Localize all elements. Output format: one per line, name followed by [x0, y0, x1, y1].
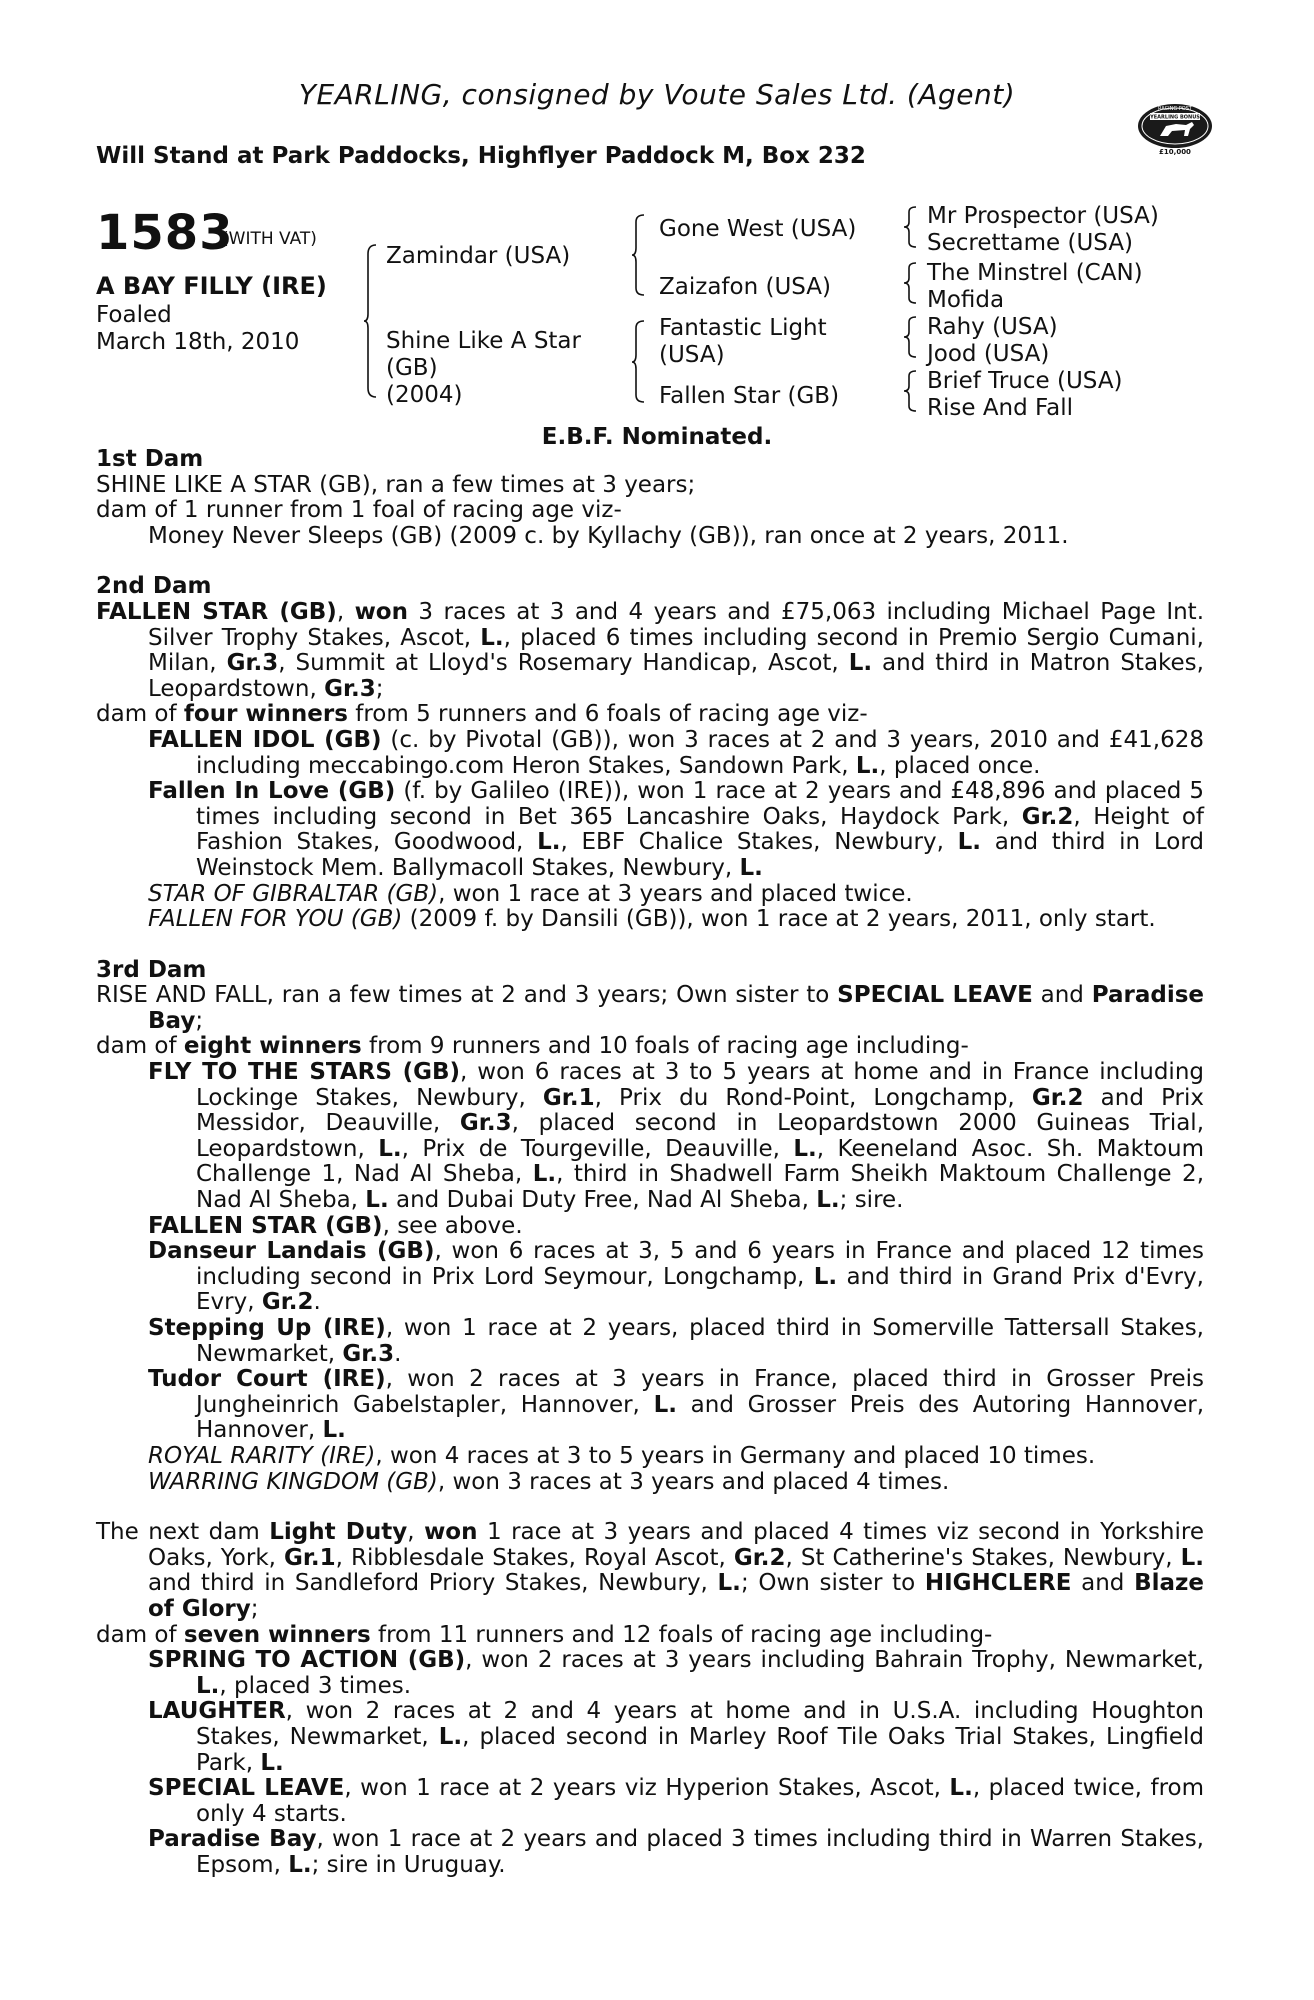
second-dam-summary: FALLEN STAR (GB), won 3 races at 3 and 4 years and £75,063 including Michael Page Int. Silver Trophy Stakes, Ascot, L., placed 6 times including second in Premio Sergio Cumani, Milan, Gr.3, Summit at Lloyd's Rosemary Handicap, Ascot, L. and third in Matron Stakes, Leopardstown, Gr.3;	[96, 598, 1205, 702]
consignor-title: YEARLING, consigned by Voute Sales Ltd. (Agent)	[298, 78, 1016, 111]
dam	[386, 328, 581, 409]
produce-entry: Paradise Bay, won 1 race at 2 years and placed 3 times including third in Warren Stakes, Epsom, L.; sire in Uruguay.	[148, 1826, 1204, 1878]
sire: Zamindar (USA)	[386, 243, 571, 269]
horse-name: FALLEN STAR (GB)	[96, 598, 337, 625]
produce-entry: ROYAL RARITY (IRE), won 4 races at 3 to 5 years in Germany and placed 10 times.	[148, 1442, 1096, 1469]
gen3-dds: Brief Truce (USA)	[927, 368, 1123, 394]
produce-entry: FLY TO THE STARS (GB), won 6 races at 3 to 5 years at home and in France including Lockinge Stakes, Newbury, Gr.1, Prix du Rond-Point, Longchamp, Gr.2 and Prix Messidor, Deauville, Gr.3, placed second in Leopardstown 2000 Guineas Trial, Leopardstown, L., Prix de Tourgeville, Deauville, L., Keeneland Asoc. Sh. Maktoum Challenge 1, Nad Al Sheba, L., third in Shadwell Farm Sheikh Maktoum Challenge 2, Nad Al Sheba, L. and Dubai Duty Free, Nad Al Sheba, L.; sire.	[148, 1059, 1205, 1214]
pedigree-brace-ss	[903, 206, 917, 248]
won-label: won	[354, 598, 408, 625]
next-dam-produce-summary: dam of seven winners from 11 runners and 12 foals of racing age including-	[96, 1621, 993, 1648]
third-dam-summary: RISE AND FALL, ran a few times at 2 and 3 years; Own sister to SPECIAL LEAVE and Paradise Bay;	[96, 982, 1204, 1034]
produce-entry: FALLEN STAR (GB), see above.	[148, 1212, 523, 1239]
third-dam-produce-summary: dam of eight winners from 9 runners and 10 foals of racing age including-	[96, 1033, 969, 1060]
second-dam-produce-summary: dam of four winners from 5 runners and 6 foals of racing age viz-	[96, 701, 868, 728]
pedigree-brace-dd	[903, 370, 917, 412]
produce-entry: Stepping Up (IRE), won 1 race at 2 years, placed third in Somerville Tattersall Stakes, Newmarket, Gr.3.	[148, 1315, 1204, 1367]
gen3-dsd: Jood (USA)	[927, 341, 1050, 367]
stand-location: Will Stand at Park Paddocks, Highflyer Paddock M, Box 232	[96, 143, 866, 169]
badge-amount: £10,000	[1159, 148, 1191, 156]
produce-entry: WARRING KINGDOM (GB), won 3 races at 3 years and placed 4 times.	[148, 1468, 950, 1495]
yearling-bonus-badge	[1136, 96, 1214, 158]
dam-of-sire: Zaizafon (USA)	[659, 274, 832, 300]
next-dam-summary: The next dam Light Duty, won 1 race at 3 years and placed 4 times viz second in Yorkshire Oaks, York, Gr.1, Ribblesdale Stakes, Royal Ascot, Gr.2, St Catherine's Stakes, Newbury, L. and third in Sandleford Priory Stakes, Newbury, L.; Own sister to HIGHCLERE and Blaze of Glory;	[96, 1519, 1204, 1622]
gen3-ssd: Secrettame (USA)	[927, 230, 1134, 256]
produce-entry: Tudor Court (IRE), won 2 races at 3 years in France, placed third in Grosser Preis Jungheinrich Gabelstapler, Hannover, L. and Grosser Preis des Autoring Hannover, Hannover, L.	[148, 1366, 1205, 1444]
foaled-date: March 18th, 2010	[96, 329, 300, 355]
pedigree-brace-ds	[903, 316, 917, 358]
pedigree-brace-sd	[903, 262, 917, 304]
produce-entry: FALLEN FOR YOU (GB) (2009 f. by Dansili (GB)), won 1 race at 2 years, 2011, only start.	[148, 906, 1156, 933]
gen3-sdd: Mofida	[927, 287, 1005, 313]
first-dam-line2: dam of 1 runner from 1 foal of racing age viz-	[96, 497, 622, 524]
gen3-sss: Mr Prospector (USA)	[927, 203, 1159, 229]
produce-entry: Fallen In Love (GB) (f. by Galileo (IRE)), won 1 race at 2 years and £48,896 and placed 5 times including second in Bet 365 Lancashire Oaks, Haydock Park, Gr.2, Height of Fashion Stakes, Goodwood, L., EBF Chalice Stakes, Newbury, L. and third in Lord Weinstock Mem. Ballymacoll Stakes, Newbury, L.	[148, 778, 1205, 881]
horse-description: A BAY FILLY (IRE)	[96, 272, 327, 300]
first-dam-line1: SHINE LIKE A STAR (GB), ran a few times at 3 years;	[96, 471, 696, 498]
pedigree-brace-gen1	[363, 244, 377, 398]
dam-name: Shine Like A Star	[386, 328, 581, 354]
produce-entry: SPECIAL LEAVE, won 1 race at 2 years viz Hyperion Stakes, Ascot, L., placed twice, from only 4 starts.	[148, 1775, 1205, 1827]
produce-entry: Danseur Landais (GB), won 6 races at 3, 5 and 6 years in France and placed 12 times including second in Prix Lord Seymour, Longchamp, L. and third in Grand Prix d'Evry, Evry, Gr.2.	[148, 1238, 1204, 1316]
foaled-label: Foaled	[96, 302, 172, 328]
sire-of-dam	[659, 315, 827, 369]
dam-of-dam: Fallen Star (GB)	[659, 383, 840, 409]
sire-of-sire: Gone West (USA)	[659, 216, 857, 242]
pedigree-brace-sire	[631, 214, 645, 296]
lot-number: 1583	[96, 205, 234, 261]
sire-of-dam-name: Fantastic Light	[659, 315, 827, 341]
gen3-sds: The Minstrel (CAN)	[927, 260, 1143, 286]
dam-country: (GB)	[386, 355, 438, 381]
family-notes	[96, 447, 1204, 1878]
pedigree-brace-dam	[631, 320, 645, 404]
first-dam-heading: 1st Dam	[96, 446, 204, 472]
gen3-ddd: Rise And Fall	[927, 395, 1074, 421]
badge-text-top: RACING POST	[1158, 106, 1192, 112]
foaled-info	[96, 302, 299, 356]
sire-of-dam-country: (USA)	[659, 342, 725, 368]
produce-entry: STAR OF GIBRALTAR (GB), won 1 race at 3 years and placed twice.	[148, 880, 913, 907]
gen3-dss: Rahy (USA)	[927, 314, 1058, 340]
produce-entry: SPRING TO ACTION (GB), won 2 races at 3 years including Bahrain Trophy, Newmarket, L., placed 3 times.	[148, 1647, 1204, 1699]
first-dam-produce: Money Never Sleeps (GB) (2009 c. by Kyllachy (GB)), ran once at 2 years, 2011.	[148, 522, 1069, 549]
ebf-nomination: E.B.F. Nominated.	[541, 424, 773, 450]
second-dam-heading: 2nd Dam	[96, 573, 212, 600]
produce-entry: FALLEN IDOL (GB) (c. by Pivotal (GB)), won 3 races at 2 and 3 years, 2010 and £41,628 including meccabingo.com Heron Stakes, Sandown Park, L., placed once.	[148, 726, 1205, 779]
produce-entry: LAUGHTER, won 2 races at 2 and 4 years at home and in U.S.A. including Houghton Stakes, Newmarket, L., placed second in Marley Roof Tile Oaks Trial Stakes, Lingfield Park, L.	[148, 1698, 1204, 1776]
dam-year: (2004)	[386, 382, 463, 408]
badge-text-middle: YEARLING BONUS	[1150, 114, 1200, 121]
vat-note: (WITH VAT)	[222, 229, 317, 249]
third-dam-heading: 3rd Dam	[96, 956, 207, 983]
